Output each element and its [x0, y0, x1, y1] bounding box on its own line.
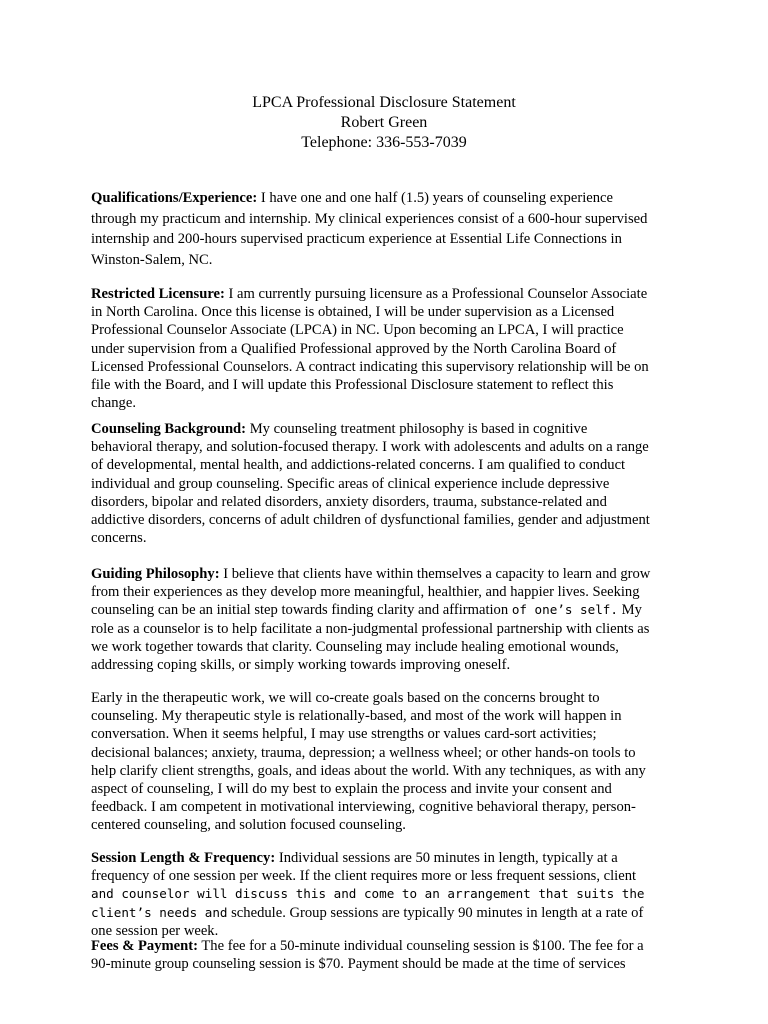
guiding-philosophy-paragraph [91, 565, 651, 674]
guiding-philosophy-text-a: I believe that clients have within themselves a capacity to learn and grow from their experiences as they develop more meaningful, healthier, and happier lives. Seeking counseling can be an initial step towards finding clarity and affirmation [91, 566, 651, 619]
session-length-paragraph [91, 849, 651, 940]
session-length-text-b: and counselor will discuss this and come to an arrangement that suits the client’s needs and [91, 886, 645, 920]
restricted-licensure-heading: Restricted Licensure: [91, 286, 225, 302]
counseling-background-heading: Counseling Background: [91, 421, 247, 437]
guiding-philosophy-text-c: My role as a counselor is to help facilitate a non-judgmental professional partnership with clients as we work together towards that clarity. Counseling may include healing emotional wounds, addressing coping skills, or simply working towards improving oneself. [91, 602, 650, 674]
guiding-philosophy-heading: Guiding Philosophy: [91, 566, 220, 582]
restricted-licensure-paragraph [91, 285, 651, 412]
qualifications-heading: Qualifications/Experience: [91, 190, 258, 206]
fees-payment-heading: Fees & Payment: [91, 938, 198, 954]
telephone-line: Telephone: 336-553-7039 [301, 134, 467, 151]
document-header [0, 93, 768, 153]
therapeutic-work-paragraph [91, 689, 651, 835]
guiding-philosophy-text-b: of one’s self. [511, 602, 618, 618]
counseling-background-paragraph [91, 420, 651, 547]
qualifications-text: I have one and one half (1.5) years of counseling experience through my practicum and internship. My clinical experiences consist of a 600-hour supervised internship and 200-hours supervised practicum experience at Essential Life Connections in Winston-Salem, NC. [91, 190, 648, 268]
session-length-heading: Session Length & Frequency: [91, 850, 276, 866]
therapeutic-work-text: Early in the therapeutic work, we will co-create goals based on the concerns brought to counseling. My therapeutic style is relationally-based, and most of the work will happen in conversation. When it seems helpful, I may use strengths or values card-sort activities; decisional balances; anxiety, trauma, depression; a wellness wheel; or other hands-on tools to help clarify client strengths, goals, and ideas about the world. With any techniques, as with any aspect of counseling, I will do my best to explain the process and invite your consent and feedback. I am competent in motivational interviewing, cognitive behavioral therapy, person-centered counseling, and solution focused counseling. [91, 690, 646, 834]
fees-payment-paragraph [91, 937, 651, 973]
author-name: Robert Green [340, 114, 428, 131]
restricted-licensure-text: I am currently pursuing licensure as a Professional Counselor Associate in North Carolina. Once this license is obtained, I will be under supervision as a Licensed Professional Counselor Associate (LPCA) in NC. Upon becoming an LPCA, I will practice under supervision from a Qualified Professional approved by the North Carolina Board of Licensed Professional Counselors. A contract indicating this supervisory relationship will be on file with the Board, and I will update this Professional Disclosure statement to reflect this change. [91, 286, 649, 412]
session-length-text-a: Individual sessions are 50 minutes in length, typically at a frequency of one session per week. If the client requires more or less frequent sessions, client [91, 850, 637, 885]
counseling-background-text: My counseling treatment philosophy is based in cognitive behavioral therapy, and solution-focused therapy. I work with adolescents and adults on a range of developmental, mental health, and addictions-related concerns. I am qualified to conduct individual and group counseling. Specific areas of clinical experience include depressive disorders, bipolar and related disorders, anxiety disorders, trauma, substance-related and addictive disorders, concerns of adult children of dysfunctional families, gender and adjustment concerns. [91, 421, 650, 547]
qualifications-paragraph [91, 188, 651, 270]
document-title: LPCA Professional Disclosure Statement [252, 94, 516, 111]
fees-payment-text: The fee for a 50-minute individual counseling session is $100. The fee for a 90-minute group counseling session is $70. Payment should be made at the time of services [91, 938, 644, 973]
session-length-text-c: schedule. Group sessions are typically 90 minutes in length at a rate of one session per week. [91, 904, 644, 939]
